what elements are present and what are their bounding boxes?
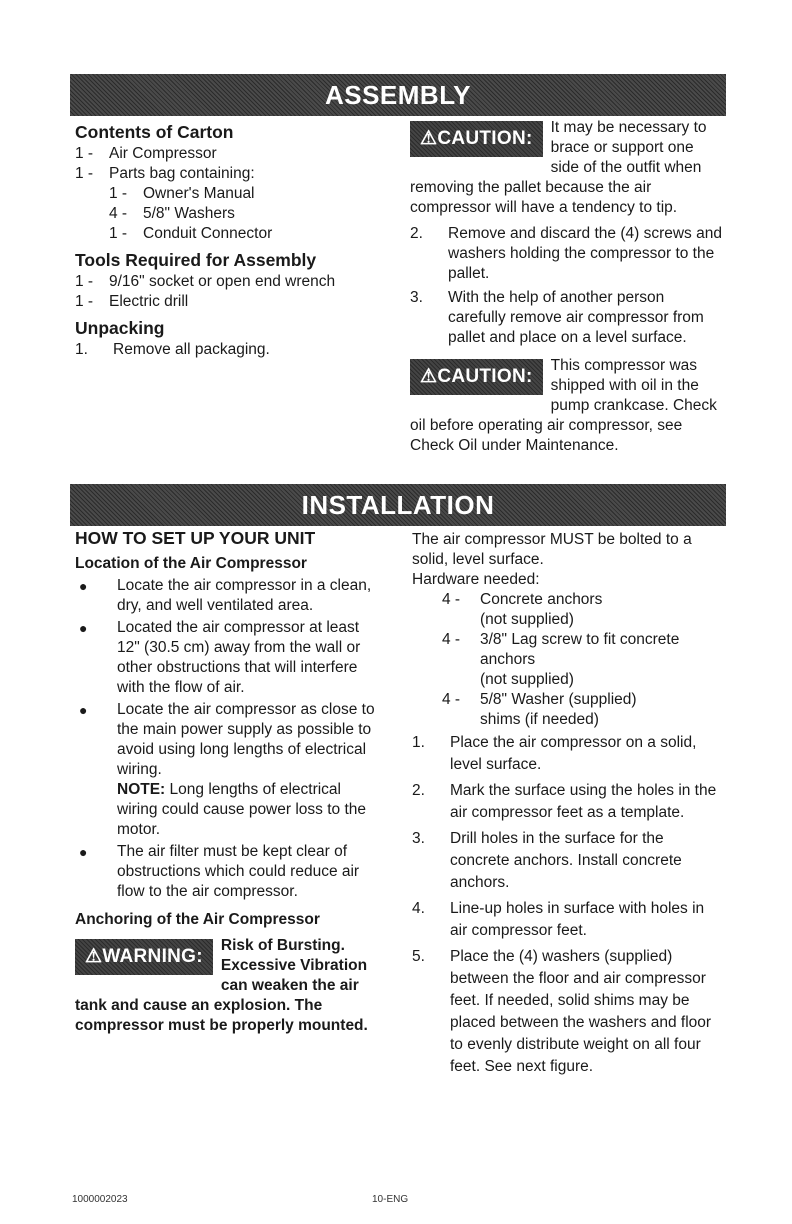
- list-item: 1 - Air Compressor: [75, 145, 217, 162]
- list-item: 4 - 5/8" Washers: [109, 205, 235, 222]
- unpacking-steps: [410, 224, 725, 348]
- list-item: 4 - 5/8" Washer (supplied) shims (if needed): [442, 691, 637, 728]
- bullet-icon: ●: [79, 620, 88, 636]
- caution-badge: ⚠CAUTION:: [410, 121, 543, 157]
- list-item: ● Located the air compressor at least 12" (30.5 cm) away from the wall or other obstructions that will interfere with the flow of air.: [75, 618, 375, 698]
- location-heading: Location of the Air Compressor: [75, 555, 307, 572]
- list-item: 3. With the help of another person carefully remove air compressor from pallet and place on a level surface.: [410, 289, 704, 346]
- assembly-right-column: [410, 118, 725, 456]
- installation-banner: [70, 484, 726, 526]
- installation-right-column: [412, 530, 724, 1082]
- caution-text: This compressor was shipped with oil in the pump crankcase. Check oil before operating air compressor, see Check Oil under Maintenance.: [410, 357, 717, 454]
- document-code: 1000002023: [72, 1194, 128, 1205]
- anchoring-heading: Anchoring of the Air Compressor: [75, 911, 320, 928]
- hardware-heading: Hardware needed:: [412, 571, 540, 588]
- list-item: 3. Drill holes in the surface for the concrete anchors. Install concrete anchors.: [412, 830, 682, 891]
- list-item: 1 - Conduit Connector: [109, 225, 273, 242]
- assembly-title: ASSEMBLY: [324, 79, 472, 110]
- warning-text: Risk of Bursting. Excessive Vibration can weaken the air tank and cause an explosion. The compressor must be properly mounted.: [75, 937, 368, 1034]
- list-item: 2. Mark the surface using the holes in the air compressor feet as a template.: [412, 782, 717, 821]
- list-item: 5. Place the (4) washers (supplied) between the floor and air compressor feet. If needed, solid shims may be placed between the washers and floor to evenly distribute weight on all four feet. See next figure.: [412, 948, 712, 1075]
- bullet-icon: ●: [79, 578, 88, 594]
- note-text: Long lengths of electrical wiring could cause power loss to the motor.: [117, 781, 366, 838]
- installation-steps: [412, 732, 724, 1078]
- location-list: [75, 576, 375, 902]
- contents-heading: Contents of Carton: [75, 122, 234, 142]
- unpacking-heading: Unpacking: [75, 318, 165, 338]
- bullet-icon: ●: [79, 702, 88, 718]
- list-item: 4 - 3/8" Lag screw to fit concrete anchors (not supplied): [442, 631, 680, 688]
- list-item: 1 - Electric drill: [75, 293, 189, 310]
- caution-note: [410, 118, 725, 218]
- installation-left-column: [75, 528, 375, 1036]
- caution-note: [410, 356, 725, 456]
- list-item: 4 - Concrete anchors (not supplied): [442, 591, 603, 628]
- warning-note: [75, 936, 375, 1036]
- note-label: NOTE:: [117, 781, 166, 798]
- caution-badge: ⚠CAUTION:: [410, 359, 543, 395]
- list-item: ● The air filter must be kept clear of obstructions which could reduce air flow to the air compressor.: [75, 842, 375, 902]
- hardware-list: [412, 590, 724, 730]
- installation-title: INSTALLATION: [301, 489, 495, 520]
- warning-badge: ⚠WARNING:: [75, 939, 213, 975]
- setup-heading: HOW TO SET UP YOUR UNIT: [75, 528, 316, 548]
- assembly-banner: [70, 74, 726, 116]
- bullet-icon: ●: [79, 844, 88, 860]
- list-item: 1 - Parts bag containing:: [75, 165, 255, 182]
- list-item: ● Locate the air compressor as close to the main power supply as possible to avoid using long lengths of electrical wiring. NOTE: Long lengths of electrical wiring could cause power loss to the motor.: [75, 700, 375, 840]
- list-item: 1. Place the air compressor on a solid, level surface.: [412, 734, 697, 773]
- list-item: 1 - 9/16" socket or open end wrench: [75, 273, 336, 290]
- list-item: 4. Line-up holes in surface with holes in air compressor feet.: [412, 900, 705, 939]
- list-item: 2. Remove and discard the (4) screws and washers holding the compressor to the pallet.: [410, 225, 722, 282]
- bolt-text: The air compressor MUST be bolted to a solid, level surface.: [412, 531, 692, 568]
- page-number: 10-ENG: [372, 1194, 409, 1205]
- caution-text: It may be necessary to brace or support one side of the outfit when removing the pallet because the air compressor will have a tendency to tip.: [410, 119, 707, 216]
- assembly-left-column: [75, 122, 385, 360]
- list-item: 1 - Owner's Manual: [109, 185, 255, 202]
- list-item: ● Locate the air compressor in a clean, dry, and well ventilated area.: [75, 576, 375, 616]
- tools-heading: Tools Required for Assembly: [75, 250, 317, 270]
- list-item: 1. Remove all packaging.: [75, 341, 270, 358]
